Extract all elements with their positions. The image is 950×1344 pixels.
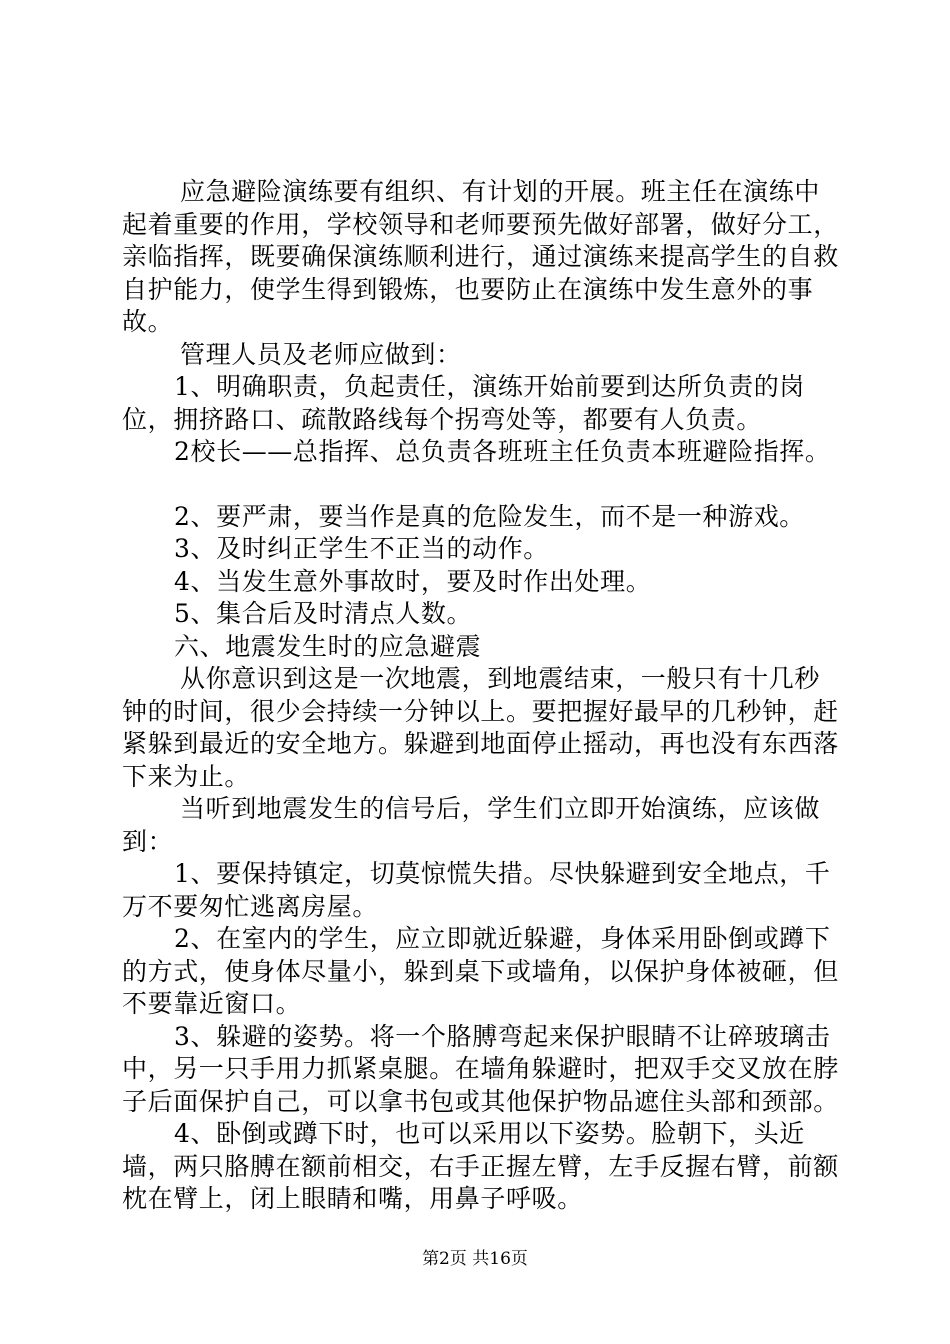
paragraph-earthquake-duration: 从你意识到这是一次地震，到地震结束，一般只有十几秒钟的时间，很少会持续一分钟以上。要把握好最早的几秒钟，赶紧躲到最近的安全地方。躲避到地面停止摇动，再也没有东西落下来为止。 [122, 664, 839, 791]
blank-line [122, 469, 842, 501]
paragraph-signal-response: 当听到地震发生的信号后，学生们立即开始演练，应该做到： [122, 794, 821, 856]
paragraph-duty-4: 4、当发生意外事故时，要及时作出处理。 [174, 566, 652, 596]
paragraph-duty-3: 3、及时纠正学生不正当的动作。 [174, 534, 549, 563]
paragraph-step-1: 1、要保持镇定，切莫惊慌失措。尽快躲避到安全地点，千万不要匆忙逃离房屋。 [122, 859, 831, 921]
paragraph-principal-command: 2校长——总指挥、总负责各班班主任负责本班避险指挥。 [174, 437, 831, 466]
paragraph-step-4: 4、卧倒或蹲下时，也可以采用以下姿势。脸朝下，头近墙，两只胳膊在额前相交，右手正握左臂，左手反握右臂，前额枕在臂上，闭上眼睛和嘴，用鼻子呼吸。 [122, 1119, 839, 1213]
paragraph-duty-5: 5、集合后及时清点人数。 [174, 599, 473, 628]
paragraph-staff-duties-heading: 管理人员及老师应做到： [180, 339, 462, 369]
paragraph-step-2: 2、在室内的学生，应立即就近躲避，身体采用卧倒或蹲下的方式，使身体尽量小，躲到桌下或墙角，以保护身体被砸，但不要靠近窗口。 [122, 924, 839, 1018]
section-heading-earthquake: 六、地震发生时的应急避震 [174, 631, 482, 661]
paragraph-step-3: 3、躲避的姿势。将一个胳膊弯起来保护眼睛不让碎玻璃击中，另一只手用力抓紧桌腿。在墙角躲避时，把双手交叉放在脖子后面保护自己，可以拿书包或其他保护物品遮住头部和颈部。 [122, 1021, 839, 1116]
page-number-footer: 第2页 共16页 [422, 1249, 528, 1269]
document-body [122, 176, 842, 1216]
paragraph-drill-organization: 应急避险演练要有组织、有计划的开展。班主任在演练中起着重要的作用，学校领导和老师要预先做好部署，做好分工，亲临指挥，既要确保演练顺利进行，通过演练来提高学生的自救自护能力，使学生得到锻炼，也要防止在演练中发生意外的事故。 [122, 177, 839, 336]
paragraph-duty-2: 2、要严肃，要当作是真的危险发生，而不是一种游戏。 [174, 501, 805, 531]
paragraph-duty-1: 1、明确职责，负起责任，演练开始前要到达所负责的岗位，拥挤路口、疏散路线每个拐弯处等，都要有人负责。 [122, 372, 805, 434]
